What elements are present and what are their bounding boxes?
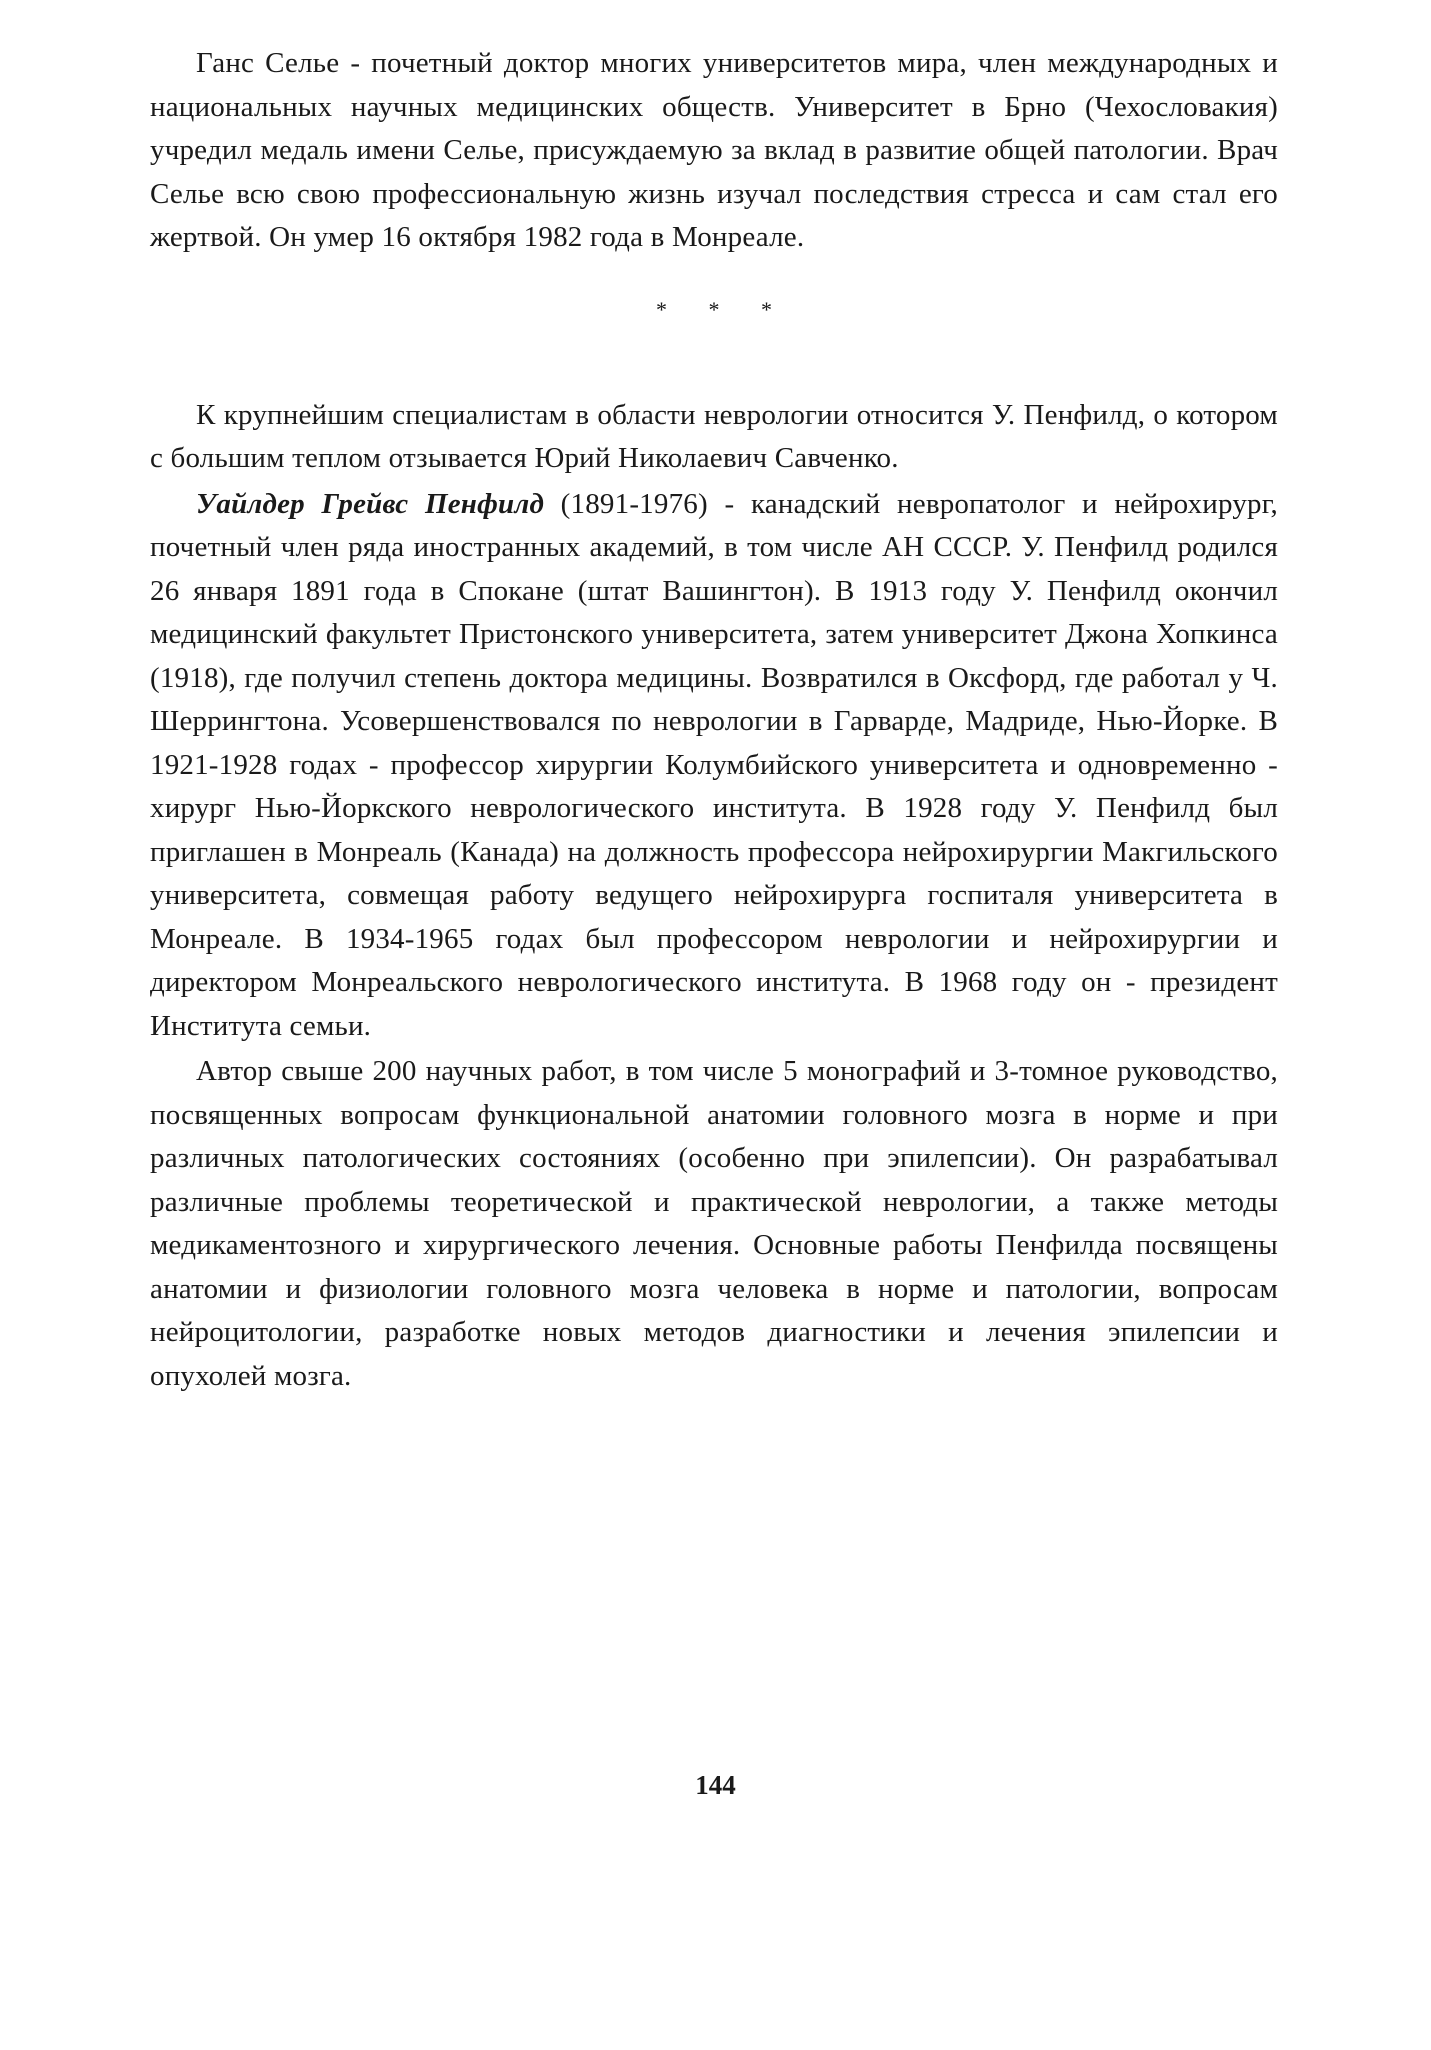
person-name: Уайлдер Грейвс Пенфилд [196, 487, 545, 520]
paragraph-intro: К крупнейшим специалистам в области неврологии относится У. Пенфилд, о котором с большим теплом отзывается Юрий Николаевич Савченко. [150, 398, 1278, 474]
section-gap [150, 330, 1278, 394]
bio-text: (1891-1976) - канадский невропатолог и нейрохирург, почетный член ряда иностранных академий, в том числе АН СССР. У. Пенфилд родился 26 января 1891 года в Спокане (штат Вашингтон). В 1913 году У. Пенфилд окончил медицинский факультет Пристонского университета, затем университет Джона Хопкинса (1918), где получил степень доктора медицины. Возвратился в Оксфорд, где работал у Ч. Шеррингтона. Усовершенствовался по неврологии в Гарварде, Мадриде, Нью-Йорке. В 1921-1928 годах - профессор хирургии Колумбийского университета и одновременно - хирург Нью-Йоркского неврологического института. В 1928 году У. Пенфилд был приглашен в Монреаль (Канада) на должность профессора нейрохирургии Макгильского университета, совмещая работу ведущего нейрохирурга госпиталя университета в Монреале. В 1934-1965 годах был профессором неврологии и нейрохирургии и директором Монреальского неврологического института. В 1968 году он - президент Института семьи. [150, 487, 1279, 1042]
paragraph-works: Автор свыше 200 научных работ, в том числе 5 монографий и 3-томное руководство, посвященных вопросам функциональной анатомии головного мозга в норме и при различных патологических состояниях (особенно при эпилепсии). Он разрабатывал различные проблемы теоретической и практической неврологии, а также методы медикаментозного и хирургического лечения. Основные работы Пенфилда посвящены анатомии и физиологии головного мозга человека в норме и патологии, вопросам нейроцитологии, разработке новых методов диагностики и лечения эпилепсии и опухолей мозга. [150, 1055, 1278, 1392]
page-body [150, 42, 1278, 1398]
section-separator: * * * [656, 296, 790, 322]
page-number: 144 [695, 1770, 736, 1800]
paragraph-selye: Ганс Селье - почетный доктор многих университетов мира, член международных и национальных научных медицинских обществ. Университет в Брно (Чехословакия) учредил медаль имени Селье, присуждаемую за вклад в развитие общей патологии. Врач Селье всю свою профессиональную жизнь изучал последствия стресса и сам стал его жертвой. Он умер 16 октября 1982 года в Монреале. [150, 47, 1278, 253]
paragraph-penfield-bio [150, 483, 1278, 1049]
